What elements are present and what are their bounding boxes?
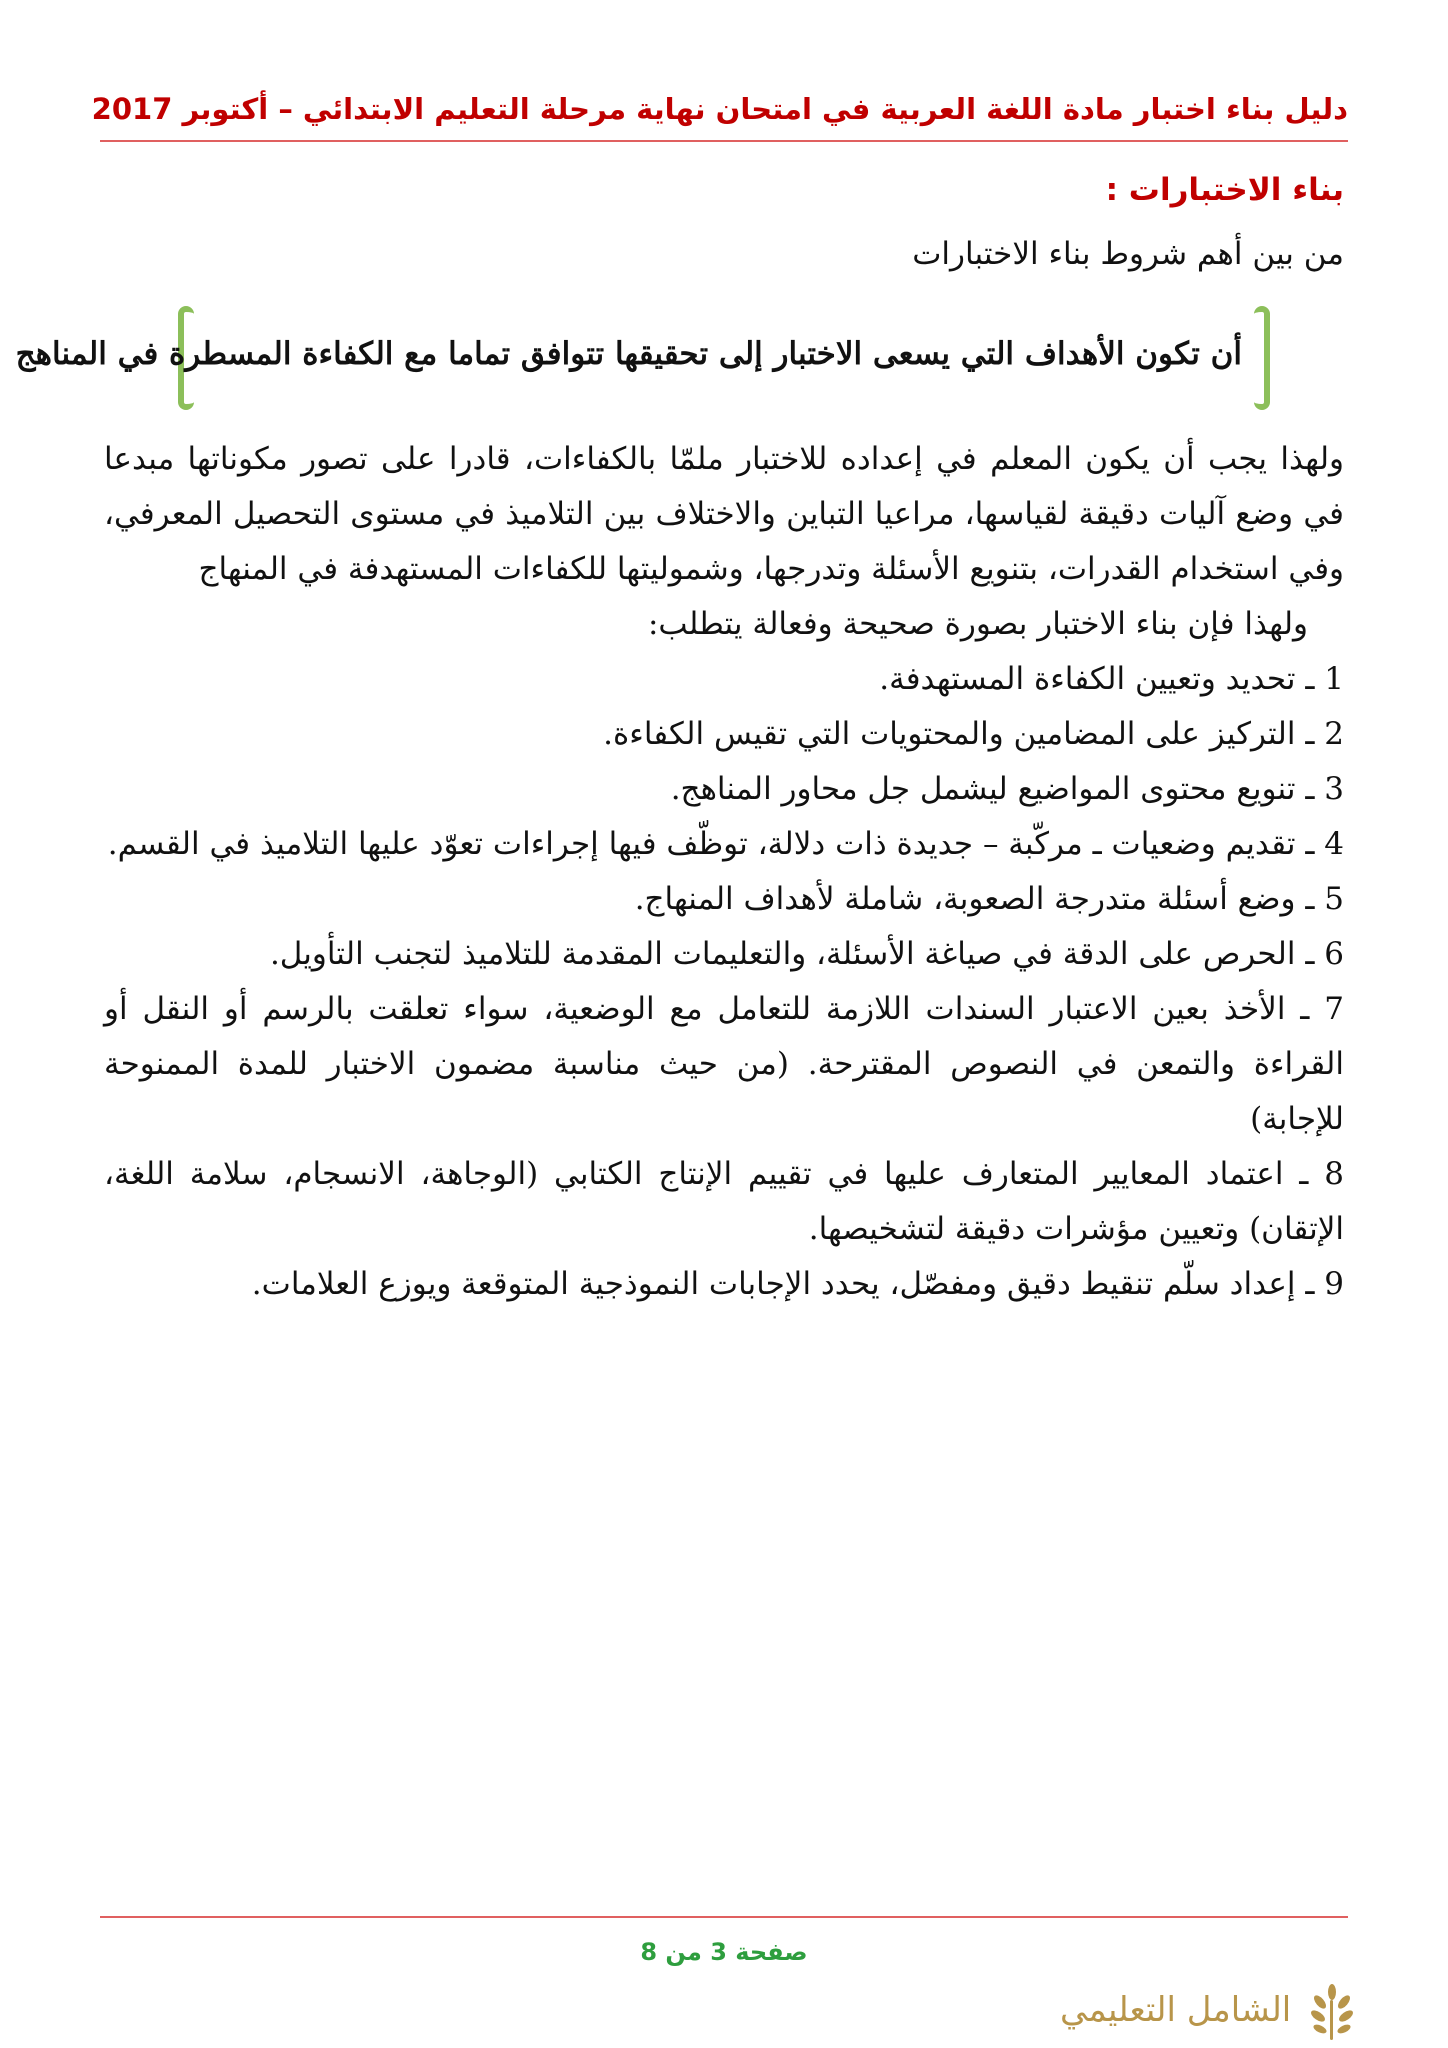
paragraph-competencies: ولهذا يجب أن يكون المعلم في إعداده للاختبار ملمّا بالكفاءات، قادرا على تصور مكوناتها مبدعا في وضع آليات دقيقة لقياسها، مراعيا التباين والاختلاف بين التلاميذ في مستوى التحصيل المعرفي، وفي استخدام القدرات، بتنويع الأسئلة وتدرجها، وشموليتها للكفاءات المستهدفة في المنهاج — [104, 441, 1344, 587]
page-number: صفحة 3 من 8 — [640, 1938, 808, 1966]
footer-divider — [100, 1916, 1348, 1918]
logo-text: الشامل التعليمي — [1060, 1990, 1292, 2030]
list-item: 9 ـ إعداد سلّم تنقيط دقيق ومفصّل، يحدد الإجابات النموذجية المتوقعة ويوزع العلامات. — [251, 1266, 1344, 1302]
list-item: 3 ـ تنويع محتوى المواضيع ليشمل جل محاور المناهج. — [670, 771, 1344, 807]
list-item: 1 ـ تحديد وتعيين الكفاءة المستهدفة. — [879, 661, 1344, 697]
paragraph-requirements-intro: ولهذا فإن بناء الاختبار بصورة صحيحة وفعالة يتطلب: — [647, 606, 1308, 642]
list-item: 8 ـ اعتماد المعايير المتعارف عليها في تقييم الإنتاج الكتابي (الوجاهة، الانسجام، سلامة اللغة، الإتقان) وتعيين مؤشرات دقيقة لتشخيصها. — [104, 1156, 1344, 1247]
section-intro: من بين أهم شروط بناء الاختبارات — [912, 236, 1344, 272]
section-heading: بناء الاختبارات : — [1105, 172, 1344, 208]
list-item: 4 ـ تقديم وضعيات ـ مركّبة – جديدة ذات دلالة، توظّف فيها إجراءات تعوّد عليها التلاميذ في القسم. — [107, 826, 1344, 862]
body-text — [104, 432, 1344, 1312]
list-item: 2 ـ التركيز على المضامين والمحتويات التي تقيس الكفاءة. — [603, 716, 1344, 752]
site-logo — [1060, 1982, 1360, 2042]
bracket-right — [1254, 306, 1270, 410]
highlighted-condition-text: أن تكون الأهداف التي يسعى الاختبار إلى تحقيقها تتوافق تماما مع الكفاءة المسطرة في المناهج — [15, 336, 1242, 372]
document-header-title: دليل بناء اختبار مادة اللغة العربية في امتحان نهاية مرحلة التعليم الابتدائي – أكتوبر 2017 — [91, 92, 1348, 126]
list-item: 5 ـ وضع أسئلة متدرجة الصعوبة، شاملة لأهداف المنهاج. — [634, 881, 1344, 917]
list-item: 7 ـ الأخذ بعين الاعتبار السندات اللازمة للتعامل مع الوضعية، سواء تعلقت بالرسم أو النقل أو القراءة والتمعن في النصوص المقترحة. (من حيث مناسبة مضمون الاختبار للمدة الممنوحة للإجابة) — [104, 991, 1344, 1137]
plant-icon — [1304, 1982, 1360, 2042]
list-item: 6 ـ الحرص على الدقة في صياغة الأسئلة، والتعليمات المقدمة للتلاميذ لتجنب التأويل. — [269, 936, 1344, 972]
highlighted-condition-box — [15, 306, 1270, 410]
header-divider — [100, 140, 1348, 142]
